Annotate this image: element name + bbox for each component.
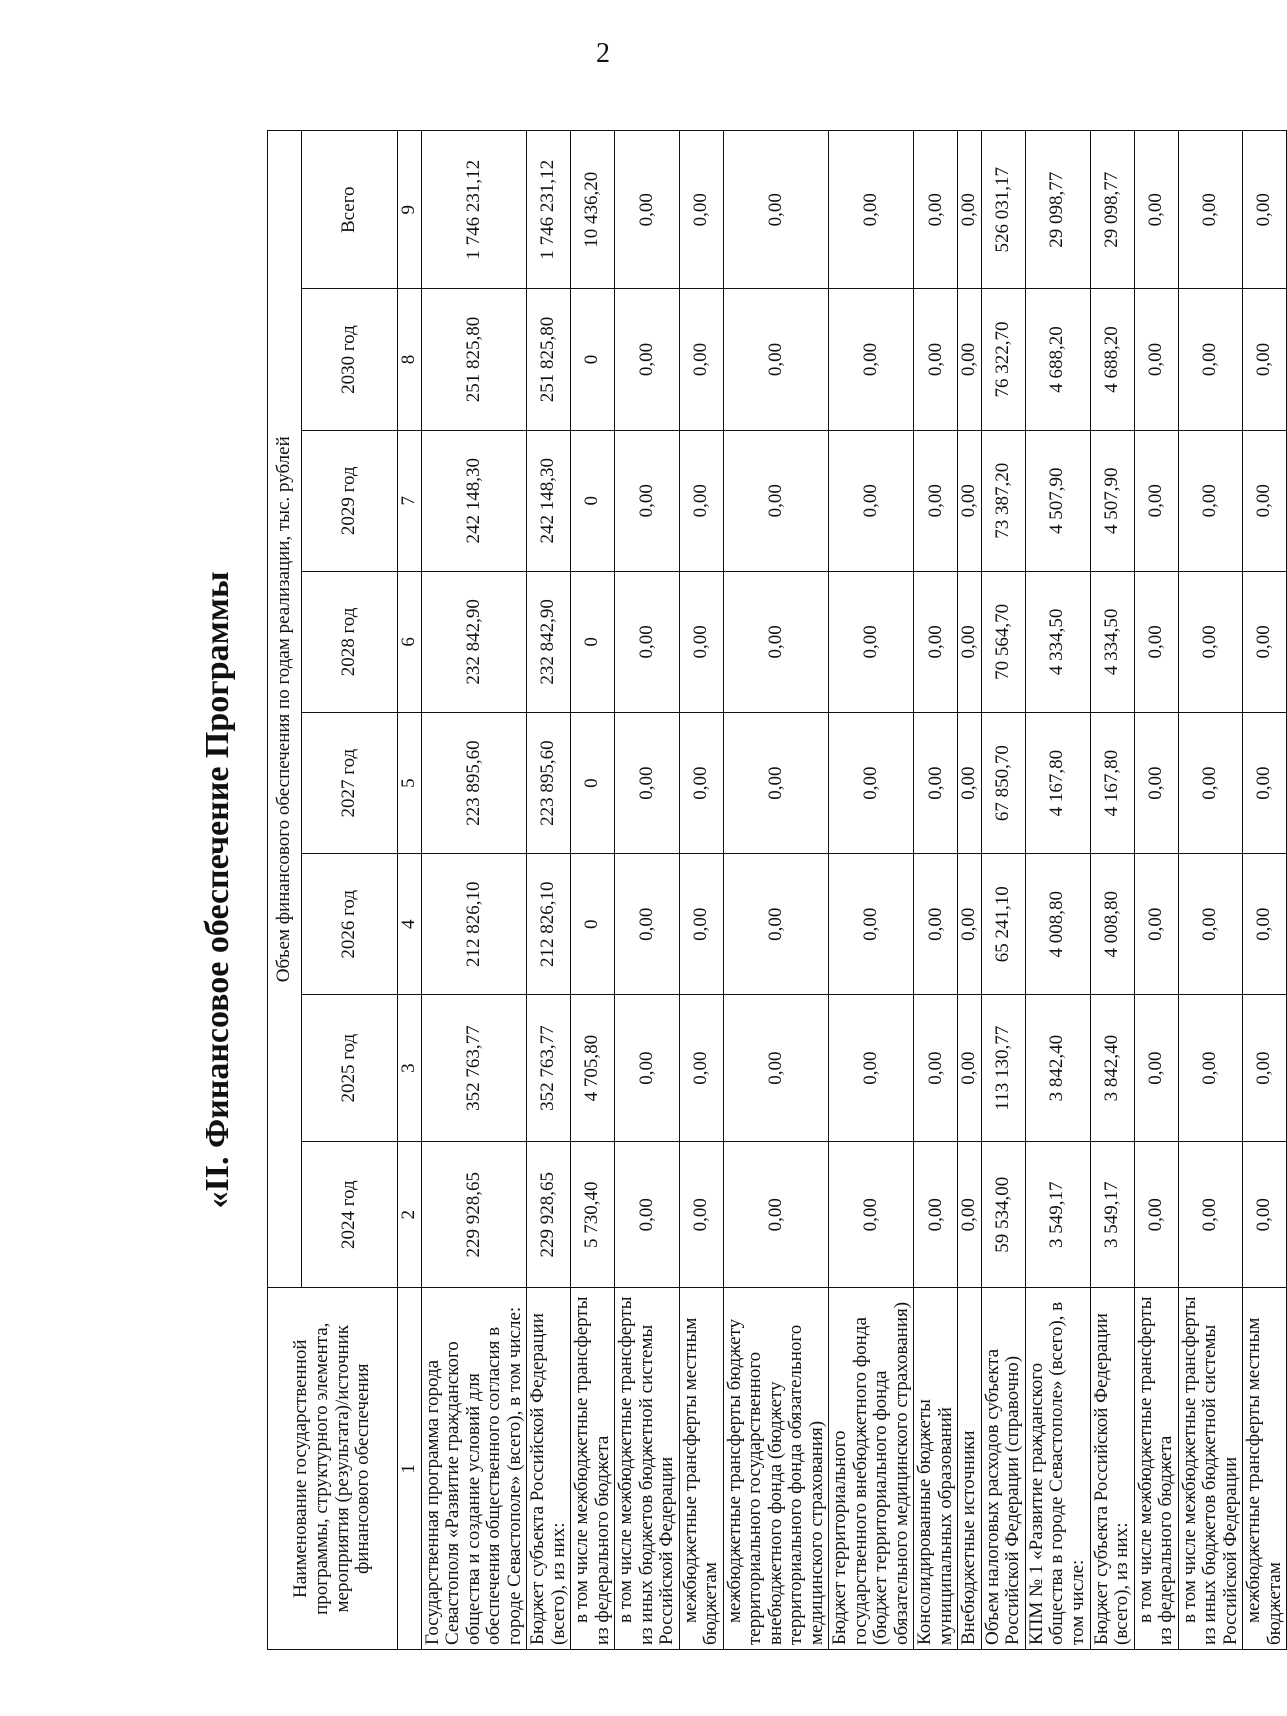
total-cell: 29 098,77 bbox=[1025, 131, 1090, 289]
rotated-page-content bbox=[189, 130, 1285, 1650]
value-cell: 232 842,90 bbox=[421, 571, 527, 712]
value-cell: 0,00 bbox=[958, 713, 982, 854]
value-cell: 0,00 bbox=[1134, 854, 1178, 995]
value-cell: 242 148,30 bbox=[527, 430, 571, 571]
value-cell: 242 148,30 bbox=[421, 430, 527, 571]
row-label: в том числе межбюджетные трансферты из федерального бюджета bbox=[1134, 1288, 1178, 1650]
value-cell: 4 688,20 bbox=[1025, 289, 1090, 430]
value-cell: 0,00 bbox=[829, 995, 914, 1142]
total-cell: 29 098,77 bbox=[1090, 131, 1134, 289]
table-row bbox=[527, 131, 571, 1650]
table-row bbox=[1134, 131, 1178, 1650]
value-cell: 4 167,80 bbox=[1025, 713, 1090, 854]
value-cell: 4 008,80 bbox=[1090, 854, 1134, 995]
table-row bbox=[981, 131, 1025, 1650]
column-index: 2 bbox=[398, 1141, 422, 1288]
value-cell: 0,00 bbox=[615, 571, 680, 712]
column-index: 3 bbox=[398, 995, 422, 1142]
value-cell: 0,00 bbox=[1178, 995, 1243, 1142]
header-year: 2028 год bbox=[302, 571, 398, 712]
row-label: межбюджетные трансферты местным бюджетам bbox=[679, 1288, 723, 1650]
header-year: 2030 год bbox=[302, 289, 398, 430]
header-name-column: Наименование государственной программы, структурного элемента, мероприятия (результата)/источник финансового обеспечения bbox=[268, 1288, 398, 1650]
value-cell: 0,00 bbox=[679, 1141, 723, 1288]
total-cell: 0,00 bbox=[1243, 131, 1287, 289]
value-cell: 0,00 bbox=[829, 571, 914, 712]
value-cell: 352 763,77 bbox=[421, 995, 527, 1142]
total-cell: 0,00 bbox=[1134, 131, 1178, 289]
value-cell: 0,00 bbox=[1243, 571, 1287, 712]
column-index: 7 bbox=[398, 430, 422, 571]
value-cell: 0,00 bbox=[829, 1141, 914, 1288]
value-cell: 67 850,70 bbox=[981, 713, 1025, 854]
value-cell: 229 928,65 bbox=[527, 1141, 571, 1288]
value-cell: 0,00 bbox=[1134, 713, 1178, 854]
header-total: Всего bbox=[302, 131, 398, 289]
table-row bbox=[829, 131, 914, 1650]
value-cell: 0,00 bbox=[615, 1141, 680, 1288]
value-cell: 0,00 bbox=[958, 571, 982, 712]
total-cell: 10 436,20 bbox=[571, 131, 615, 289]
value-cell: 223 895,60 bbox=[527, 713, 571, 854]
header-year: 2026 год bbox=[302, 854, 398, 995]
value-cell: 212 826,10 bbox=[527, 854, 571, 995]
row-label: межбюджетные трансферты местным бюджетам bbox=[1243, 1288, 1287, 1650]
total-cell: 0,00 bbox=[958, 131, 982, 289]
value-cell: 0,00 bbox=[914, 571, 958, 712]
value-cell: 0,00 bbox=[1178, 430, 1243, 571]
value-cell: 76 322,70 bbox=[981, 289, 1025, 430]
value-cell: 0,00 bbox=[1134, 289, 1178, 430]
table-row bbox=[1090, 131, 1134, 1650]
value-cell: 0,00 bbox=[914, 1141, 958, 1288]
value-cell: 0,00 bbox=[1243, 995, 1287, 1142]
value-cell: 0,00 bbox=[1178, 713, 1243, 854]
row-label: Бюджет субъекта Российской Федерации (всего), из них: bbox=[527, 1288, 571, 1650]
header-year: 2029 год bbox=[302, 430, 398, 571]
row-label: в том числе межбюджетные трансферты из федерального бюджета bbox=[571, 1288, 615, 1650]
value-cell: 0,00 bbox=[1134, 571, 1178, 712]
column-index: 6 bbox=[398, 571, 422, 712]
value-cell: 4 688,20 bbox=[1090, 289, 1134, 430]
value-cell: 70 564,70 bbox=[981, 571, 1025, 712]
table-row bbox=[1025, 131, 1090, 1650]
value-cell: 0 bbox=[571, 854, 615, 995]
row-label: в том числе межбюджетные трансферты из иных бюджетов бюджетной системы Российской Федерации bbox=[1178, 1288, 1243, 1650]
value-cell: 0,00 bbox=[679, 571, 723, 712]
total-cell: 0,00 bbox=[615, 131, 680, 289]
row-label: КПМ № 1 «Развитие гражданского общества в городе Севастополе» (всего), в том числе: bbox=[1025, 1288, 1090, 1650]
total-cell: 0,00 bbox=[679, 131, 723, 289]
value-cell: 0,00 bbox=[723, 571, 829, 712]
value-cell: 0,00 bbox=[958, 289, 982, 430]
value-cell: 0,00 bbox=[1243, 713, 1287, 854]
value-cell: 0,00 bbox=[1243, 854, 1287, 995]
value-cell: 0,00 bbox=[615, 995, 680, 1142]
value-cell: 0,00 bbox=[958, 995, 982, 1142]
value-cell: 0,00 bbox=[1134, 995, 1178, 1142]
value-cell: 0,00 bbox=[679, 854, 723, 995]
value-cell: 0,00 bbox=[1134, 430, 1178, 571]
value-cell: 0,00 bbox=[829, 854, 914, 995]
row-label: Внебюджетные источники bbox=[958, 1288, 982, 1650]
value-cell: 73 387,20 bbox=[981, 430, 1025, 571]
value-cell: 0,00 bbox=[1243, 1141, 1287, 1288]
row-label: Объем налоговых расходов субъекта Российской Федерации (справочно) bbox=[981, 1288, 1025, 1650]
value-cell: 0,00 bbox=[914, 995, 958, 1142]
value-cell: 0 bbox=[571, 289, 615, 430]
value-cell: 212 826,10 bbox=[421, 854, 527, 995]
column-index: 8 bbox=[398, 289, 422, 430]
value-cell: 65 241,10 bbox=[981, 854, 1025, 995]
column-index: 5 bbox=[398, 713, 422, 854]
value-cell: 232 842,90 bbox=[527, 571, 571, 712]
value-cell: 0,00 bbox=[1243, 289, 1287, 430]
row-label: межбюджетные трансферты бюджету территориального государственного внебюджетного фонда (бюджету территориального фонда обязательного медицинского страхования) bbox=[723, 1288, 829, 1650]
total-cell: 0,00 bbox=[723, 131, 829, 289]
value-cell: 4 705,80 bbox=[571, 995, 615, 1142]
value-cell: 4 167,80 bbox=[1090, 713, 1134, 854]
column-index: 1 bbox=[398, 1288, 422, 1650]
total-cell: 0,00 bbox=[1178, 131, 1243, 289]
table-row bbox=[571, 131, 615, 1650]
value-cell: 0,00 bbox=[829, 713, 914, 854]
value-cell: 223 895,60 bbox=[421, 713, 527, 854]
value-cell: 113 130,77 bbox=[981, 995, 1025, 1142]
value-cell: 0,00 bbox=[723, 430, 829, 571]
row-label: Консолидированные бюджеты муниципальных образований bbox=[914, 1288, 958, 1650]
value-cell: 4 334,50 bbox=[1025, 571, 1090, 712]
value-cell: 0,00 bbox=[1134, 1141, 1178, 1288]
value-cell: 4 507,90 bbox=[1090, 430, 1134, 571]
value-cell: 0,00 bbox=[914, 289, 958, 430]
value-cell: 3 842,40 bbox=[1090, 995, 1134, 1142]
header-year: 2027 год bbox=[302, 713, 398, 854]
total-cell: 0,00 bbox=[914, 131, 958, 289]
value-cell: 0,00 bbox=[679, 995, 723, 1142]
value-cell: 0,00 bbox=[914, 713, 958, 854]
table-row bbox=[1178, 131, 1243, 1650]
total-cell: 0,00 bbox=[829, 131, 914, 289]
value-cell: 4 334,50 bbox=[1090, 571, 1134, 712]
value-cell: 0,00 bbox=[1178, 854, 1243, 995]
financing-table bbox=[267, 130, 1287, 1650]
value-cell: 0,00 bbox=[723, 854, 829, 995]
table-row bbox=[615, 131, 680, 1650]
value-cell: 0,00 bbox=[1178, 571, 1243, 712]
value-cell: 0,00 bbox=[958, 854, 982, 995]
value-cell: 0,00 bbox=[723, 713, 829, 854]
value-cell: 0 bbox=[571, 430, 615, 571]
value-cell: 0,00 bbox=[615, 854, 680, 995]
value-cell: 0,00 bbox=[615, 289, 680, 430]
value-cell: 251 825,80 bbox=[527, 289, 571, 430]
value-cell: 3 549,17 bbox=[1090, 1141, 1134, 1288]
value-cell: 3 842,40 bbox=[1025, 995, 1090, 1142]
total-cell: 1 746 231,12 bbox=[527, 131, 571, 289]
value-cell: 4 008,80 bbox=[1025, 854, 1090, 995]
value-cell: 229 928,65 bbox=[421, 1141, 527, 1288]
column-index: 9 bbox=[398, 131, 422, 289]
header-year: 2024 год bbox=[302, 1141, 398, 1288]
row-label: Бюджет субъекта Российской Федерации (всего), из них: bbox=[1090, 1288, 1134, 1650]
row-label: в том числе межбюджетные трансферты из иных бюджетов бюджетной системы Российской Федерации bbox=[615, 1288, 680, 1650]
value-cell: 4 507,90 bbox=[1025, 430, 1090, 571]
value-cell: 0,00 bbox=[615, 430, 680, 571]
table-row bbox=[914, 131, 958, 1650]
table-row bbox=[723, 131, 829, 1650]
value-cell: 0,00 bbox=[914, 854, 958, 995]
row-label: Государственная программа города Севастополя «Развитие гражданского общества и создание условий для обеспечения общественного согласия в городе Севастополе» (всего), в том числе: bbox=[421, 1288, 527, 1650]
value-cell: 3 549,17 bbox=[1025, 1141, 1090, 1288]
value-cell: 0,00 bbox=[679, 713, 723, 854]
value-cell: 0,00 bbox=[723, 995, 829, 1142]
value-cell: 0 bbox=[571, 713, 615, 854]
value-cell: 251 825,80 bbox=[421, 289, 527, 430]
value-cell: 0,00 bbox=[679, 430, 723, 571]
value-cell: 352 763,77 bbox=[527, 995, 571, 1142]
value-cell: 0,00 bbox=[958, 1141, 982, 1288]
value-cell: 0,00 bbox=[829, 430, 914, 571]
value-cell: 0,00 bbox=[1178, 1141, 1243, 1288]
value-cell: 59 534,00 bbox=[981, 1141, 1025, 1288]
value-cell: 0,00 bbox=[723, 289, 829, 430]
value-cell: 0,00 bbox=[1243, 430, 1287, 571]
value-cell: 0,00 bbox=[679, 289, 723, 430]
table-row bbox=[958, 131, 982, 1650]
column-index: 4 bbox=[398, 854, 422, 995]
value-cell: 5 730,40 bbox=[571, 1141, 615, 1288]
value-cell: 0,00 bbox=[723, 1141, 829, 1288]
value-cell: 0,00 bbox=[1178, 289, 1243, 430]
table-row bbox=[679, 131, 723, 1650]
header-year: 2025 год bbox=[302, 995, 398, 1142]
value-cell: 0,00 bbox=[829, 289, 914, 430]
value-cell: 0,00 bbox=[615, 713, 680, 854]
value-cell: 0 bbox=[571, 571, 615, 712]
section-title: «II. Финансовое обеспечение Программы bbox=[199, 571, 236, 1209]
row-label: Бюджет территориального государственного внебюджетного фонда (бюджет территориального фонда обязательного медицинского страхования) bbox=[829, 1288, 914, 1650]
value-cell: 0,00 bbox=[958, 430, 982, 571]
value-cell: 0,00 bbox=[914, 430, 958, 571]
total-cell: 1 746 231,12 bbox=[421, 131, 527, 289]
table-row bbox=[1243, 131, 1287, 1650]
total-cell: 526 031,17 bbox=[981, 131, 1025, 289]
table-row bbox=[421, 131, 527, 1650]
page-number: 2 bbox=[596, 38, 610, 69]
header-group: Объем финансового обеспечения по годам реализации, тыс. рублей bbox=[268, 131, 302, 1288]
